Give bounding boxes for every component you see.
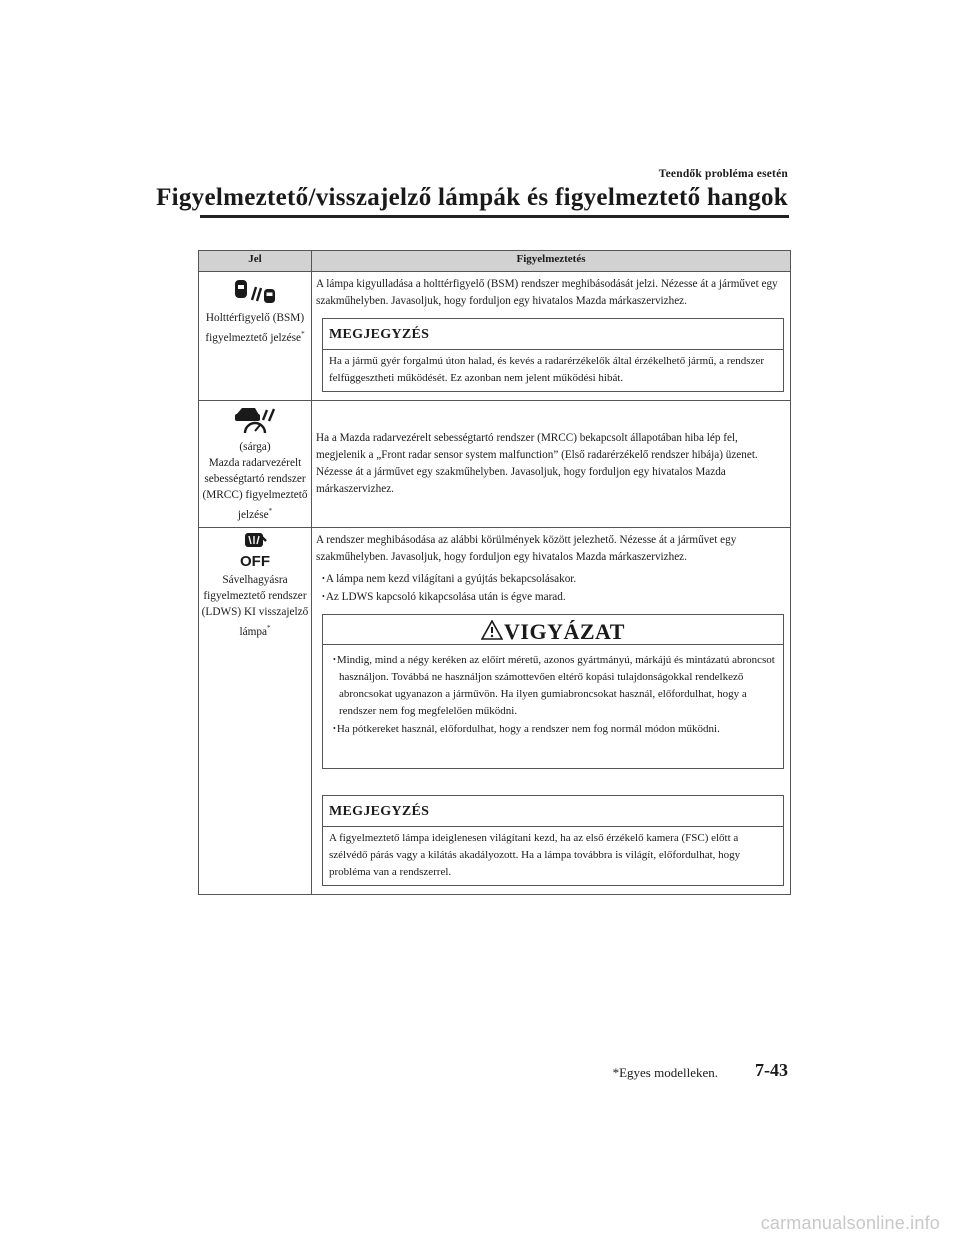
- warning-cell: [312, 272, 791, 401]
- warning-cell: [312, 401, 791, 528]
- table-row: [199, 528, 791, 895]
- list-item: • Az LDWS kapcsoló kikapcsolása után is égve marad.: [322, 588, 786, 606]
- list-item: • Ha pótkereket használ, előfordulhat, hogy a rendszer nem fog normál módon működni.: [331, 720, 775, 738]
- note-title: MEGJEGYZÉS: [323, 796, 783, 827]
- list-item: • Mindig, mind a négy keréken az előírt méretű, azonos gyártmányú, márkájú és mintázatú abroncsot használjon. Továbbá ne használjon számottevően eltérő kopási tulajdonságokkal rendelkező abroncsokat ugyanazon a járművön. Ha ilyen gumiabroncsokat használ, előfordulhat, hogy a rendszer nem fog megfelelően működni.: [331, 651, 775, 720]
- page-number: 7-43: [755, 1060, 788, 1080]
- watermark: carmanualsonline.info: [760, 1213, 940, 1233]
- symbol-label: Sávelhagyásra figyelmeztető rendszer (LDWS) KI visszajelző lámpa*: [201, 574, 309, 638]
- warning-text: A lámpa kigyulladása a holttérfigyelő (BSM) rendszer meghibásodását jelzi. Nézesse át a járművet egy szakműhelyben. Javasoljuk, hogy forduljon egy hivatalos Mazda márkaszervizhez.: [316, 278, 778, 307]
- table-header-row: [199, 251, 791, 272]
- warning-cell: [312, 528, 791, 895]
- section-header: Teendők probléma esetén: [658, 168, 788, 180]
- warning-text: A rendszer meghibásodása az alábbi körülmények között jelezhető. Nézesse át a járművet egy szakműhelyben. Javasoljuk, hogy forduljon egy hivatalos Mazda márkaszervizhez.: [316, 534, 737, 563]
- symbol-label: Mazda radarvezérelt sebességtartó rendszer (MRCC) figyelmeztető jelzése*: [202, 457, 308, 521]
- color-note: (sárga): [239, 441, 271, 453]
- bsm-warning-icon: [232, 276, 278, 306]
- caution-header: [323, 615, 783, 645]
- warning-text: Ha a Mazda radarvezérelt sebességtartó rendszer (MRCC) bekapcsolt állapotában hiba lép fel, megjelenik a „Front radar sensor system malfunction” (Első radarérzékelő rendszer hibája) üzenet. Nézesse át a járművet egy szakműhelyben. Javasoljuk, hogy forduljon egy hivatalos Mazda márkaszervizhez.: [316, 432, 758, 495]
- note-box: [322, 318, 784, 392]
- table-row: [199, 272, 791, 401]
- warning-table: [198, 250, 791, 895]
- condition-list: [322, 570, 786, 606]
- mrcc-warning-icon: [233, 405, 277, 435]
- list-item: • A lámpa nem kezd világítani a gyújtás bekapcsolásakor.: [322, 570, 786, 588]
- title-rule: [200, 215, 789, 218]
- symbol-cell: [199, 528, 312, 895]
- svg-text:OFF: OFF: [240, 553, 270, 568]
- footnote: *Egyes modelleken.: [612, 1065, 718, 1080]
- column-header-warning: Figyelmeztetés: [312, 251, 791, 272]
- page-title: Figyelmeztető/visszajelző lámpák és figyelmeztető hangok: [156, 184, 788, 211]
- caution-box: [322, 614, 784, 769]
- note-text: A figyelmeztető lámpa ideiglenesen világítani kezd, ha az első érzékelő kamera (FSC) előtt a szélvédő párás vagy a kilátás akadályozott. Ha a lámpa továbbra is világít, előfordulhat, hogy probléma van a rendszerrel.: [329, 832, 741, 878]
- note-box: [322, 795, 784, 886]
- warning-triangle-icon: [481, 620, 503, 640]
- ldws-off-icon: [237, 532, 273, 568]
- note-text: Ha a jármű gyér forgalmú úton halad, és kevés a radarérzékelők által érzékelhető jármű, a rendszer felfüggesztheti működését. Ez azonban nem jelent működési hibát.: [329, 355, 765, 384]
- column-header-symbol: Jel: [199, 251, 312, 272]
- caution-body: [323, 645, 783, 768]
- caution-title: VIGYÁZAT: [504, 619, 625, 644]
- symbol-cell: [199, 401, 312, 528]
- table-row: [199, 401, 791, 528]
- note-title: MEGJEGYZÉS: [323, 319, 783, 350]
- symbol-label: Holttérfigyelő (BSM) figyelmeztető jelzése*: [205, 312, 305, 344]
- symbol-cell: [199, 272, 312, 401]
